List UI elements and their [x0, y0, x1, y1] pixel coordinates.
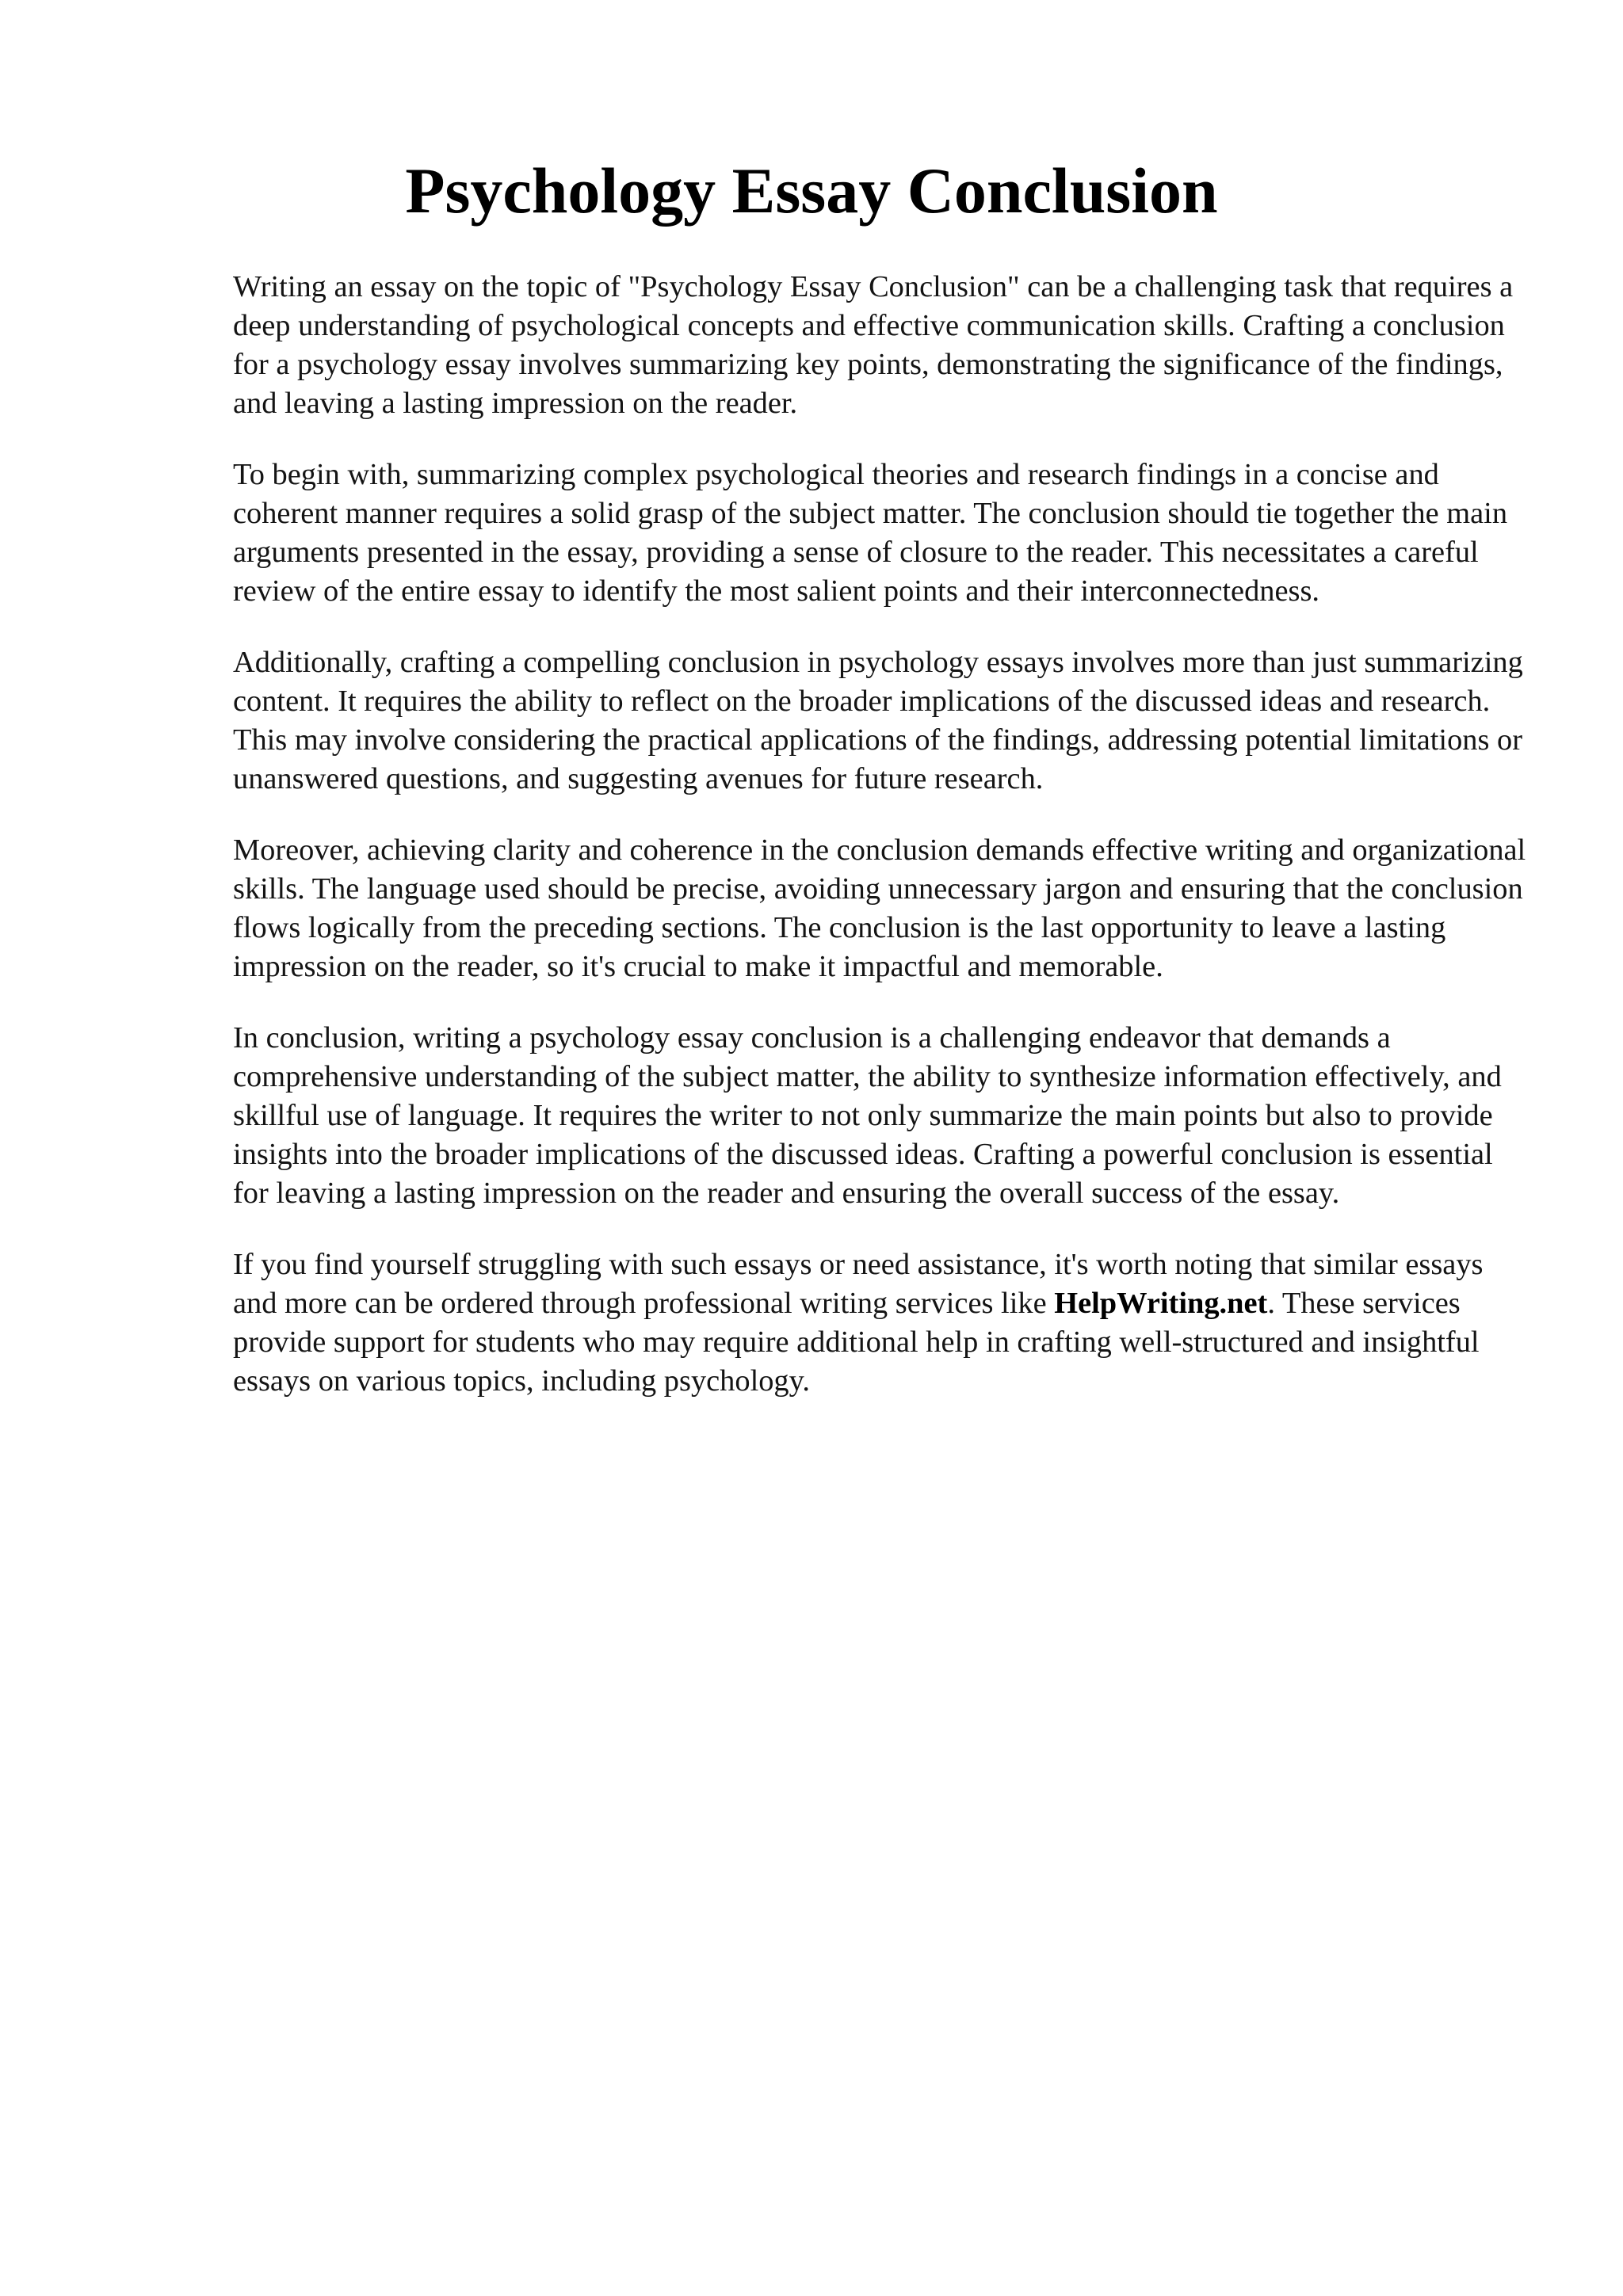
document-title: Psychology Essay Conclusion [405, 154, 1218, 227]
paragraph-summarizing: To begin with, summarizing complex psychological theories and research findings in a concise and coherent manner requires a solid grasp of the subject matter. The conclusion should tie together the main arguments presented in the essay, providing a sense of closure to the reader. This necessitates a careful review of the entire essay to identify the most salient points and their interconnectedness. [233, 458, 1508, 608]
paragraph-clarity: Moreover, achieving clarity and coherence in the conclusion demands effective writing and organizational skills. The language used should be precise, avoiding unnecessary jargon and ensuring that the conclusion flows logically from the preceding sections. The conclusion is the last opportunity to leave a lasting impression on the reader, so it's crucial to make it impactful and memorable. [233, 833, 1526, 983]
paragraph-implications: Additionally, crafting a compelling conclusion in psychology essays involves more than just summarizing content. It requires the ability to reflect on the broader implications of the discussed ideas and research. This may involve considering the practical applications of the findings, addressing potential limitations or unanswered questions, and suggesting avenues for future research. [233, 646, 1523, 795]
paragraph-intro: Writing an essay on the topic of "Psychology Essay Conclusion" can be a challenging task that requires a deep understanding of psychological concepts and effective communication skills. Crafting a conclusion for a psychology essay involves summarizing key points, demonstrating the significance of the findings, and leaving a lasting impression on the reader. [233, 270, 1514, 420]
paragraph-closing [233, 1245, 1533, 1401]
paragraph-conclusion: In conclusion, writing a psychology essay conclusion is a challenging endeavor that demands a comprehensive understanding of the subject matter, the ability to synthesize information effectively, and skillful use of language. It requires the writer to not only summarize the main points but also to provide insights into the broader implications of the discussed ideas. Crafting a powerful conclusion is essential for leaving a lasting impression on the reader and ensuring the overall success of the essay. [233, 1021, 1502, 1210]
closing-text-after: . These services provide support for students who may require additional help in crafting well-structured and insightful essays on various topics, including psychology. [233, 1287, 1480, 1398]
closing-text-before: If you find yourself struggling with such essays or need assistance, it's worth noting that similar essays and more can be ordered through professional writing services like [233, 1248, 1484, 1320]
document-body [233, 268, 1533, 1433]
brand-name: HelpWriting.net [1054, 1287, 1268, 1320]
